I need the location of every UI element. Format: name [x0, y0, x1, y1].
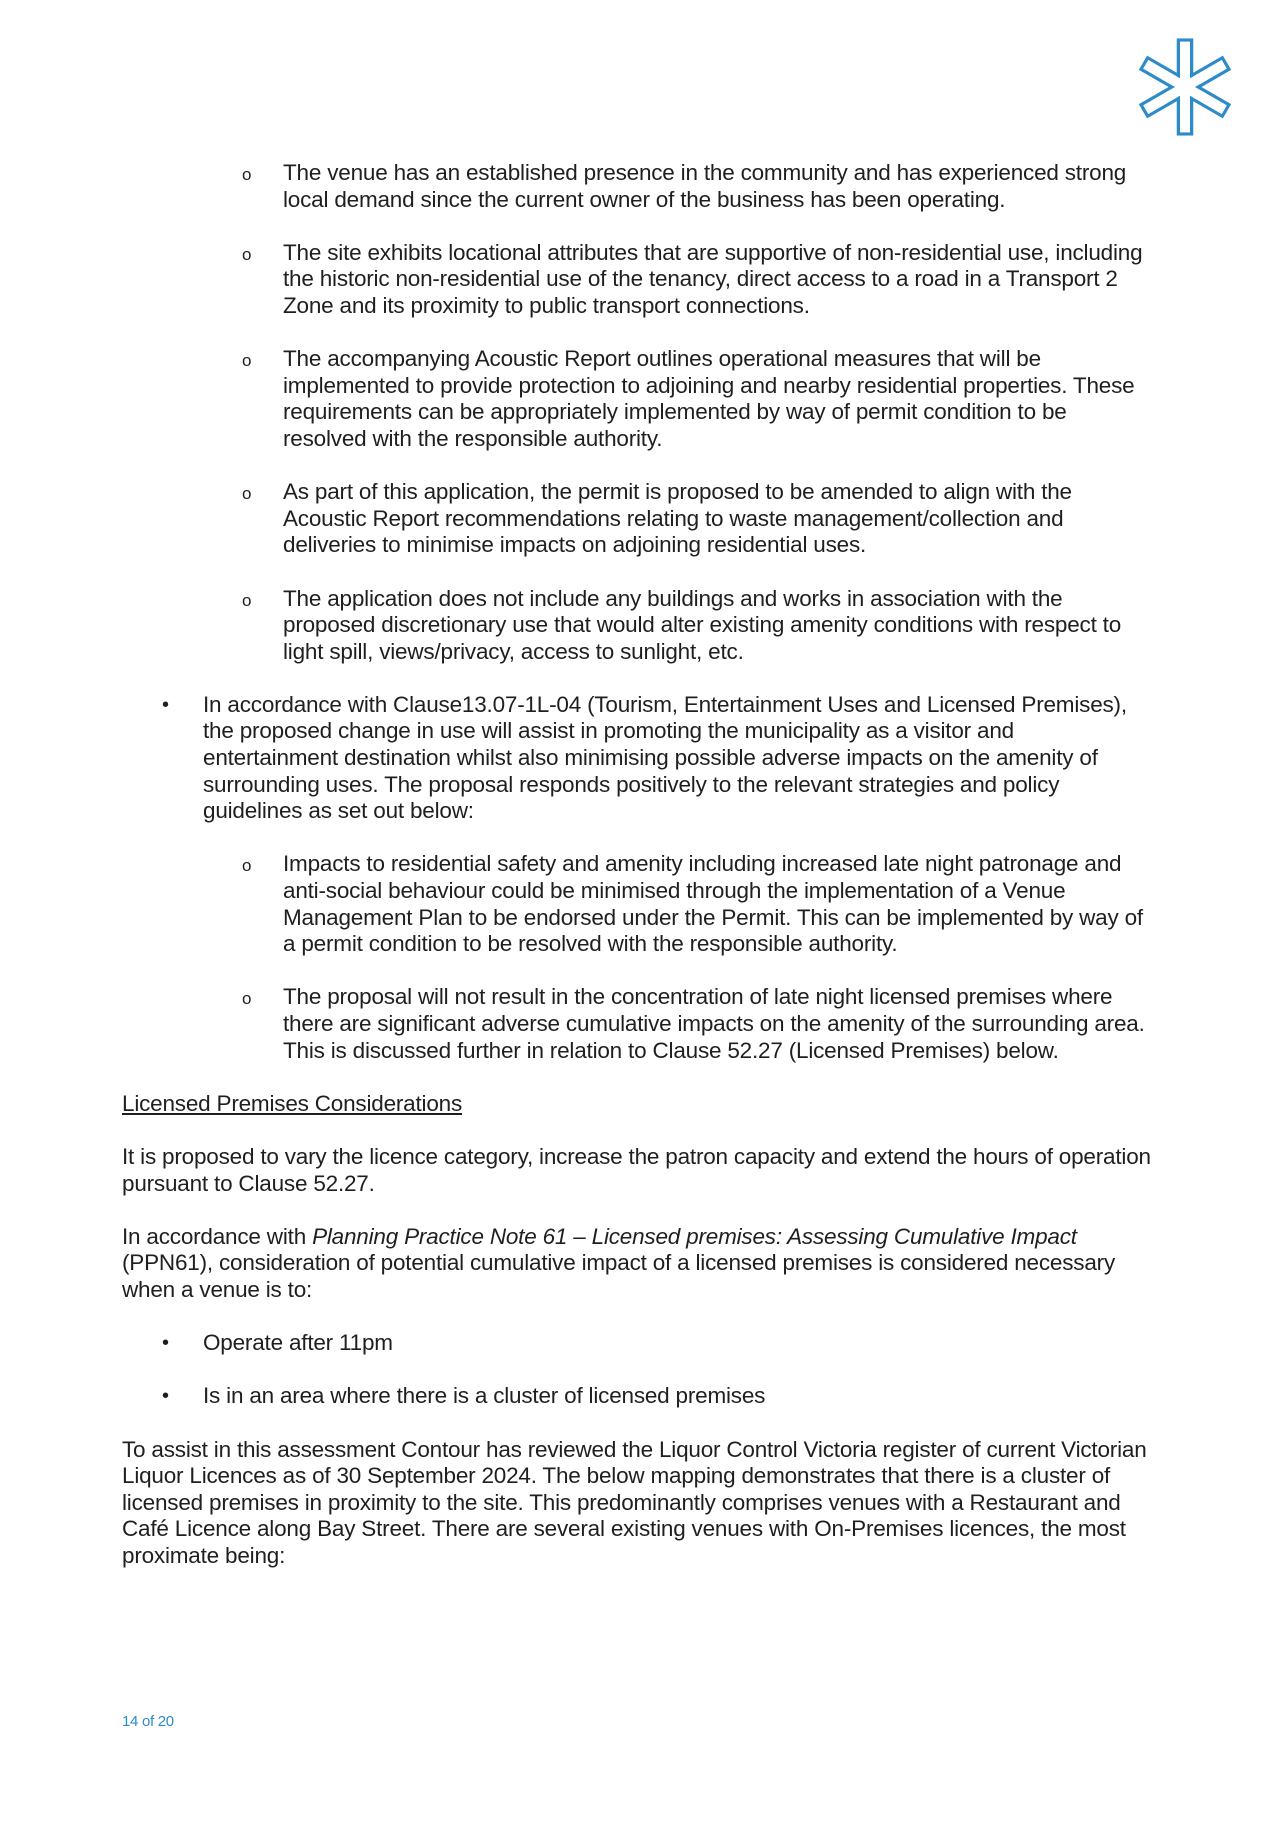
- sub-bullet-marker: o: [242, 856, 252, 876]
- list-item: o The venue has an established presence in the community and has experienced strong local demand since the current owner of the business has been operating.: [242, 160, 1127, 212]
- sub-bullet-marker: o: [242, 165, 252, 184]
- paragraph: It is proposed to vary the licence category, increase the patron capacity and extend the hours of operation pursuant to Clause 52.27.: [122, 1143, 1151, 1196]
- list-item: o As part of this application, the permit is proposed to be amended to align with the Acoustic Report recommendations relating to waste management/collection and deliveries to minimise impacts on adjoining residential uses.: [242, 479, 1072, 558]
- list-item: • Is in an area where there is a cluster of licensed premises: [162, 1383, 766, 1409]
- sub-bullet-marker: o: [242, 590, 252, 610]
- sub-bullet-marker: o: [242, 351, 252, 371]
- bullet-marker: •: [162, 1385, 169, 1408]
- section-heading: Licensed Premises Considerations: [122, 1090, 463, 1116]
- list-item: • In accordance with Clause13.07-1L-04 (Tourism, Entertainment Uses and Licensed Premises), the proposed change in use will assist in promoting the municipality as a visitor and entertainment destination whilst also minimising possible adverse impacts on the amenity of surrounding uses. The proposal responds positively to the relevant strategies and policy guidelines as set out below:: [162, 691, 1127, 824]
- list-item: • Operate after 11pm: [162, 1330, 393, 1356]
- document-body: [122, 160, 1152, 1569]
- page-number: 14 of 20: [122, 1713, 174, 1730]
- list-item: o The proposal will not result in the concentration of late night licensed premises where there are significant adverse cumulative impacts on the amenity of the surrounding area. This is discussed further in relation to Clause 52.27 (Licensed Premises) below.: [242, 984, 1145, 1063]
- sub-bullet-marker: o: [242, 989, 252, 1009]
- list-item: o The site exhibits locational attributes that are supportive of non-residential use, including the historic non-residential use of the tenancy, direct access to a road in a Transport 2 Zone and its proximity to public transport connections.: [242, 239, 1143, 318]
- list-item: o Impacts to residential safety and amenity including increased late night patronage and anti-social behaviour could be minimised through the implementation of a Venue Management Plan to be endorsed under the Permit. This can be implemented by way of a permit condition to be resolved with the responsible authority.: [242, 851, 1143, 957]
- sub-bullet-marker: o: [242, 484, 252, 504]
- paragraph: To assist in this assessment Contour has reviewed the Liquor Control Victoria register of current Victorian Liquor Licences as of 30 September 2024. The below mapping demonstrates that there is a cluster of licensed premises in proximity to the site. This predominantly comprises venues with a Restaurant and Café Licence along Bay Street. There are several existing venues with On-Premises licences, the most proximate being:: [122, 1436, 1147, 1568]
- sub-bullet-marker: o: [242, 244, 252, 264]
- bullet-marker: •: [162, 1332, 169, 1355]
- paragraph: In accordance with Planning Practice Note 61 – Licensed premises: Assessing Cumulative Impact (PPN61), consideration of potential cumulative impact of a licensed premises is considered necessary when a venue is to:: [122, 1223, 1115, 1302]
- list-item: o The accompanying Acoustic Report outlines operational measures that will be implemented to provide protection to adjoining and nearby residential properties. These requirements can be appropriately implemented by way of permit condition to be resolved with the responsible authority.: [242, 346, 1135, 451]
- document-title-reference: Planning Practice Note 61 – Licensed premises: Assessing Cumulative Impact: [312, 1223, 1077, 1249]
- company-logo-icon: [1134, 36, 1236, 138]
- list-item: o The application does not include any buildings and works in association with the proposed discretionary use that would alter existing amenity conditions with respect to light spill, views/privacy, access to sunlight, etc.: [242, 585, 1122, 664]
- bullet-marker: •: [162, 693, 169, 716]
